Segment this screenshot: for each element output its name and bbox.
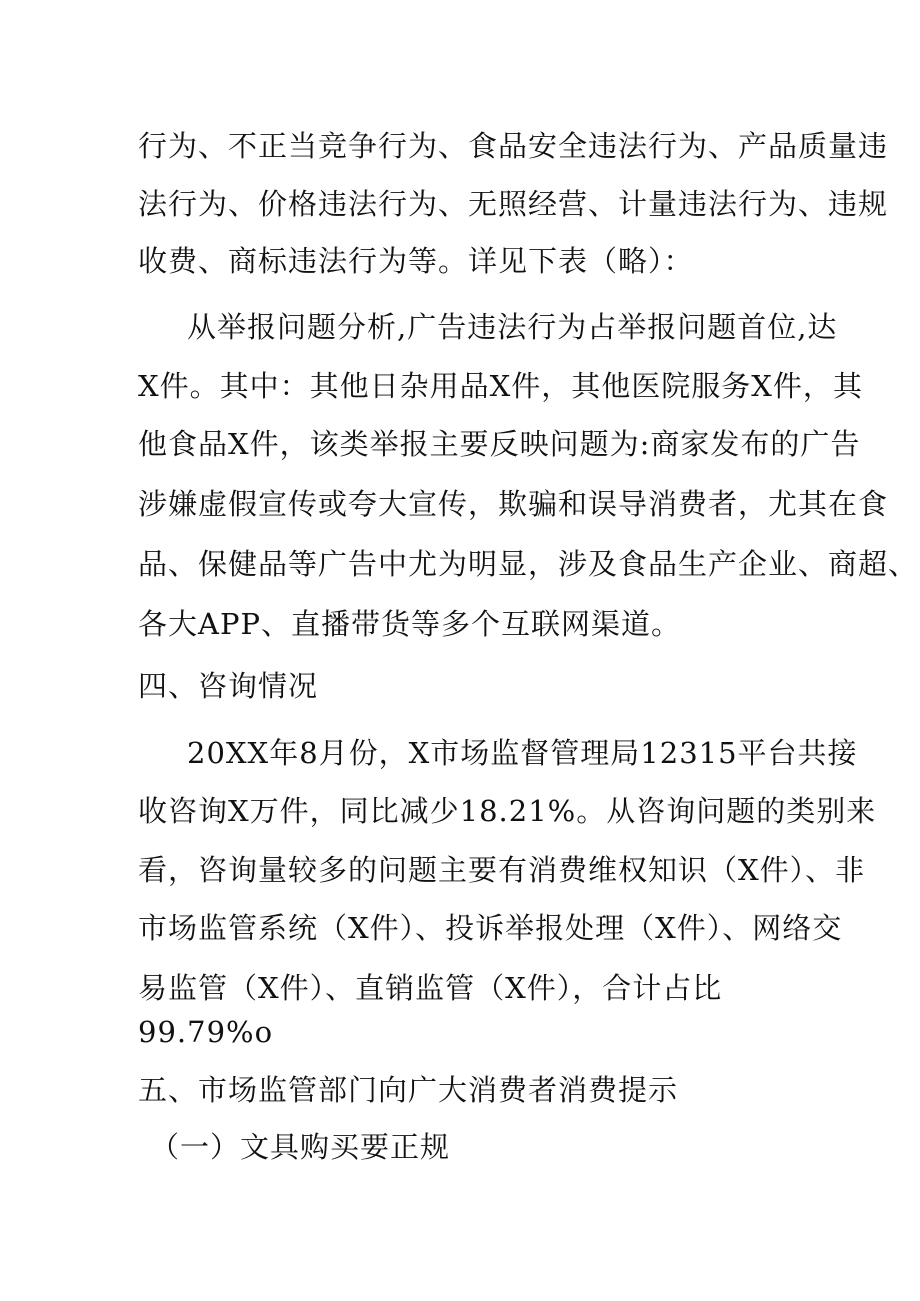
section-heading: 五、市场监管部门向广大消费者消费提示 <box>138 1073 679 1107</box>
paragraph-line: 涉嫌虚假宣传或夸大宣传，欺骗和误导消费者，尤其在食 <box>138 487 889 521</box>
paragraph-line: 他食品X件，该类举报主要反映问题为:商家发布的广告 <box>138 427 861 461</box>
paragraph-line: 易监管（X件）、直销监管（X件），合计占比 <box>138 971 723 1005</box>
paragraph-line: 20XX年8月份，X市场监督管理局12315平台共接 <box>187 736 858 770</box>
paragraph-line: 从举报问题分析,广告违法行为占举报问题首位,达 <box>187 310 838 344</box>
paragraph-line: 市场监管系统（X件）、投诉举报处理（X件）、网络交 <box>138 911 843 945</box>
subsection-heading: （一）文具购买要正规 <box>150 1130 451 1164</box>
paragraph-line: 品、保健品等广告中尤为明显，涉及食品生产企业、商超、 <box>138 547 919 581</box>
paragraph-line: 收咨询X万件，同比减少18.21%。从咨询问题的类别来 <box>138 794 877 828</box>
paragraph-line: 行为、不正当竞争行为、食品安全违法行为、产品质量违 <box>138 129 889 163</box>
paragraph-line: 看，咨询量较多的问题主要有消费维权知识（X件）、非 <box>138 853 866 887</box>
paragraph-line: 99.79%o <box>138 1015 274 1049</box>
paragraph-line: 各大APP、直播带货等多个互联网渠道。 <box>138 607 681 641</box>
paragraph-line: X件。其中：其他日杂用品X件，其他医院服务X件，其 <box>138 369 863 403</box>
paragraph-line: 收费、商标违法行为等。详见下表（略）： <box>138 244 694 278</box>
paragraph-line: 法行为、价格违法行为、无照经营、计量违法行为、违规 <box>138 187 889 221</box>
section-heading: 四、咨询情况 <box>138 669 319 703</box>
